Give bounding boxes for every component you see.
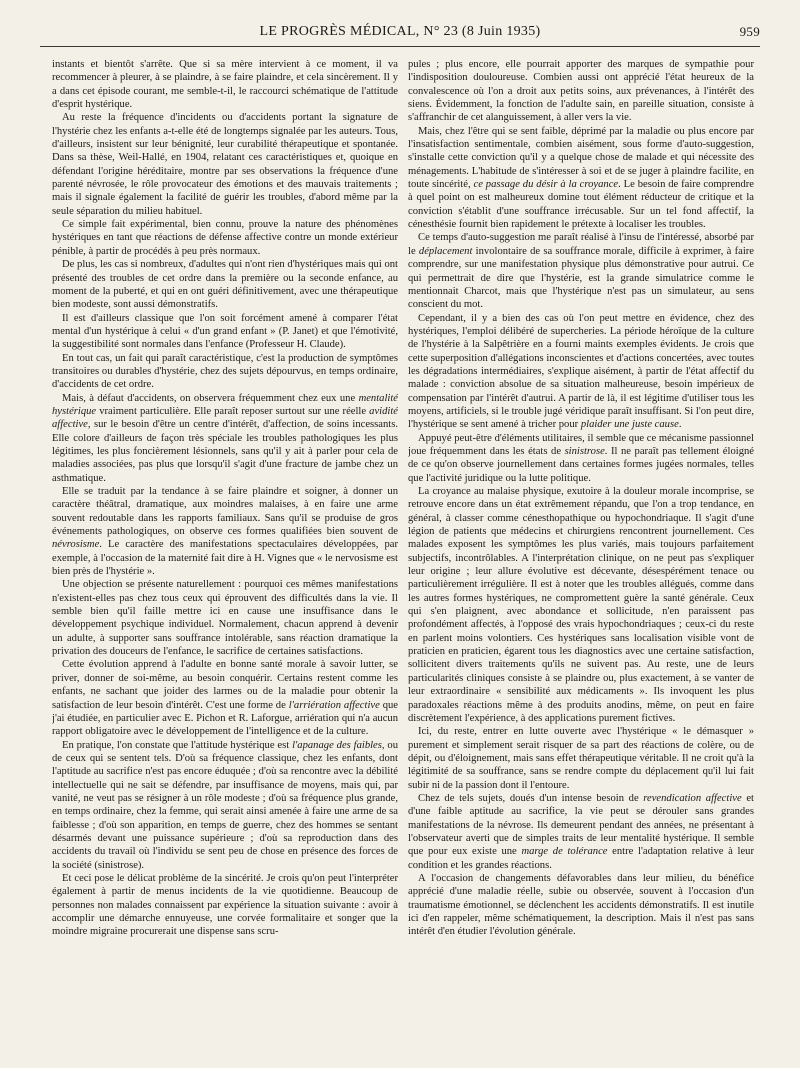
paragraph [408, 58, 754, 125]
paragraph-text: En tout cas, un fait qui paraît caractéristique, c'est la production de symptômes transitoires ou durables d'hystérie, chez des sujets dépourvus, en temps ordinaire, d'accidents de cet ordre. [52, 352, 398, 391]
paragraph-text: Appuyé peut-être d'éléments utilitaires, il semble que ce mécanisme passionnel joue fréquemment dans les états de [408, 432, 754, 457]
header-rule [40, 46, 760, 47]
paragraph-text: La croyance au malaise physique, exutoire à la douleur morale incomprise, se retrouve encore dans un état extrêmement répandu, que l'on a trop tendance, en général, à classer comme cénesthopathique ou hypochondriaque. Il s'agit d'une légion de patients que médecins et chirurgiens rencontrent journellement. Ces malades exposent les symptômes les plus variés, mais toujours parfaitement subjectifs, incontrôlables. A l'interprétation clinique, on ne peut pas s'expliquer leur origine ; leur allure évolutive est décevante, désespérément tenace ou particulièrement irrégulière. Il est à noter que les troubles allégués, comme dans les autres formes hystériques, ne compromettent guère la santé générale. Ceux qui s'en plaignent, avec abondance et sollicitude, n'en paraissent pas profondément affectés, à l'opposé des vrais hypochondriaques ; ceux-ci du reste en parlent moins volontiers. Ces hystériques sans localisation visible vont de praticien en praticien, égarent tous les diagnostics avec une certaine satisfaction, sollicitent divers traitements qu'ils ne suivent pas. Au reste, une de leurs particularités cliniques consiste à se plaindre ou, plus exactement, à se vanter de leur extraordinaire « sensibilité aux médicaments ». Ils invoquent les plus paradoxales réactions même à des produits anodins, même, on peut en faire discrètement l'expérience, à des applications purement fictives. [408, 486, 754, 724]
paragraph-text: pules ; plus encore, elle pourrait apporter des marques de sympathie pour l'indisposition douloureuse. Combien aussi ont apprécié l'état heureux de la convalescence où l'on a droit aux petits soins, aux prévenances, à l'intérêt des siens. Évidemment, la fonction de l'adulte sain, en pareille situation, consiste à s'affranchir de cet alanguissement, à aller vers la vie. [408, 59, 754, 124]
running-header [40, 20, 760, 44]
paragraph [52, 352, 398, 392]
italic-phrase: l'arriération affective [288, 699, 380, 711]
paragraph-text: . Le besoin de faire comprendre à quel point on est malheureux domine tout élément réducteur de critique et la conviction s'établit d'une souffrance irrécusable. Sur un tel fond affectif, la cénesthésie fournit bien rapidement le prétexte à localiser les troubles. [408, 179, 754, 231]
paragraph-text: vraiment particulière. Elle paraît reposer surtout sur une réelle [96, 405, 370, 417]
paragraph [52, 739, 398, 872]
paragraph [52, 218, 398, 258]
paragraph [52, 58, 398, 111]
paragraph [408, 125, 754, 232]
paragraph-text: et d'une faible aptitude au sacrifice, la vie peut se dérouler sans grandes manifestations de la névrose. Ils demeurent pendant des années, ne présentant à l'observateur averti que de simples traits de leur mentalité hystérique. Il semble que pour eux existe une [408, 792, 754, 858]
paragraph [408, 312, 754, 432]
paragraph [408, 231, 754, 311]
paragraph-text: Cependant, il y a bien des cas où l'on peut mettre en évidence, chez des hystériques, l'emploi délibéré de supercheries. La période héroïque de la culture de l'hystérie à la Salpêtrière en a fourni maints exemples évidents. Je crois que cette superposition d'allégations inconscientes et d'actions concertées, avec toutes les dégradations intermédiaires, s'explique aisément, à partir de l'état affectif du malade : conviction absolue de sa situation malheureuse, besoin impérieux de compensation par l'intérêt d'autrui. A partir de là, il est légitime d'utiliser tous les moyens, artificiels, si le trouble jugé véridique paraît insuffisant. Si l'on peut dire, l'hystérique se sent amené à tricher pour [408, 312, 754, 431]
journal-title: LE PROGRÈS MÉDICAL, N° 23 (8 Juin 1935) [259, 24, 541, 39]
paragraph-text: . Il ne paraît pas tellement éloigné de ce qu'on observe journellement dans certaines formes jugées normales, telles que l'activité juridique ou la lutte politique. [408, 445, 754, 484]
paragraph-text: . Le caractère des manifestations spectaculaires développées, par exemple, à l'occasion de la maternité fait dire à H. Vignes que « le nervosisme est bien près de l'hystérie ». [52, 539, 398, 578]
paragraph-text: , ou de ceux qui se sentent tels. D'où sa fréquence classique, chez les enfants, dont l'aptitude au sacrifice n'est pas encore éduquée ; d'où sa rencontre avec la débilité intellectuelle qui ne sait se défendre, par insuffisance de moyens, mais qui, par vanité, ne veut pas se résigner à un rôle modeste ; d'où sa fréquence plus grande, en temps ordinaire, chez la femme, qui serait ainsi amenée à faire une arme de sa faiblesse ; d'où son apparition, en temps de guerre, chez des hommes se sentant désarmés devant une puissance supérieure ; d'où sa reproduction dans des accidents du travail où l'individu se sent peu de chose en présence des forces de la société (sinistrose). [52, 739, 398, 871]
right-column [408, 58, 754, 1058]
paragraph-text: Ici, du reste, entrer en lutte ouverte avec l'hystérique « le démasquer » purement et simplement serait risquer de sa part des réactions de colère, ou de dépit, ou d'éloignement, mais sans effet thérapeutique véritable. Il ne croit qu'à la légitimité de sa souffrance, sans se rendre compte du déplacement qu'il lui fait subir ni de la passion dont il l'entoure. [408, 726, 754, 791]
paragraph [52, 392, 398, 485]
paragraph-text: Mais, chez l'être qui se sent faible, déprimé par la maladie ou plus encore par l'insatisfaction sentimentale, combien aisément, sous forme d'auto-suggestion, s'installe cette conviction qu'il y a quelque chose de malade et qui nécessite des ménagements. L'habitude de s'intéresser à soi et de se juger à plaindre facilite, en toute sincérité, [408, 125, 754, 191]
paragraph-text: Ce simple fait expérimental, bien connu, prouve la nature des phénomènes hystériques en tant que réactions de défense affective contre un monde extérieur pénible, à partir de procédés à peu près normaux. [52, 219, 398, 257]
paragraph [52, 258, 398, 311]
paragraph-text: . [678, 419, 682, 431]
paragraph [52, 111, 398, 218]
page-number: 959 [739, 24, 760, 39]
paragraph-text: Et ceci pose le délicat problème de la sincérité. Je crois qu'on peut l'interpréter également à partir de menus incidents de la vie quotidienne. Beaucoup de personnes non malades connaissent par expérience la situation suivante : avoir à accomplir une démarche ennuyeuse, une corvée formalitaire et songer que la moindre migraine procurerait une dispense sans scru- [52, 872, 398, 938]
paragraph-text: Ce temps d'auto-suggestion me paraît réalisé à l'insu de l'intéressé, absorbé par le [408, 232, 754, 257]
italic-phrase: déplacement [418, 245, 473, 257]
paragraph [52, 578, 398, 658]
italic-phrase: plaider une juste cause [580, 419, 679, 431]
paragraph-text: Chez de tels sujets, doués d'un intense besoin de [418, 792, 644, 804]
paragraph [408, 792, 754, 872]
paragraph-text: A l'occasion de changements défavorables dans leur milieu, du bénéfice apprécié d'une maladie réelle, subie ou observée, souvent à l'occasion d'un traumatisme émotionnel, se déclenchent les accidents démonstratifs. Il est inutile ici d'en rappeler, même schématiquement, la description. Mais il n'est pas sans intérêt d'en étudier l'évolution générale. [408, 872, 754, 938]
paragraph-text: De plus, les cas si nombreux, d'adultes qui n'ont rien d'hystériques mais qui ont présenté des troubles de cet ordre dans la première ou la seconde enfance, au moment de la puberté, et qui en ont guéri définitivement, avec une thérapeutique bien modeste, sont aussi démonstratifs. [52, 259, 398, 311]
paragraph [52, 312, 398, 352]
paragraph [52, 872, 398, 939]
paragraph [408, 432, 754, 485]
paragraph-text: En pratique, l'on constate que l'attitude hystérique est [62, 739, 293, 751]
italic-phrase: mentalité hystérique [52, 392, 398, 417]
paragraph-text: instants et bientôt s'arrête. Que si sa mère intervient à ce moment, il va recommencer à pleurer, à se plaindre, à se faire plaindre, et cela sincèrement. Il y a dans cet épisode courant, me semble-t-il, le raccourci schématique de l'attitude d'esprit hystérique. [52, 59, 398, 111]
paragraph-text: Cette évolution apprend à l'adulte en bonne santé morale à savoir lutter, se priver, donner de soi-même, au besoin conquérir. Certains restent comme les enfants, ne sachant que joider des larmes ou de la maladie pour obtenir la satisfaction de leur besoin d'intérêt. C'est une forme de [52, 659, 398, 711]
paragraph-text: entre l'adaptation relative à leur condition et les grandes réactions. [408, 846, 754, 871]
paragraph-text: Elle se traduit par la tendance à se faire plaindre et soigner, à donner un caractère théâtral, dramatique, aux moindres malaises, à en faire une arme souvent redoutable dans les rapports familiaux. Sans qu'il se produise de gros événements pathologiques, on observe ces formes qualifiées bien souvent de [52, 486, 398, 538]
italic-phrase: avidité affective [52, 405, 398, 431]
paragraph [408, 872, 754, 939]
paragraph-text: Il est d'ailleurs classique que l'on soit forcément amené à comparer l'état mental d'un hystérique à celui « d'un grand enfant » (P. Janet) et que l'émotivité, la suggestibilité sont normales dans l'enfance (Professeur H. Claude). [52, 312, 398, 351]
paragraph [408, 725, 754, 792]
italic-phrase: névrosisme [52, 539, 100, 551]
italic-phrase: sinistrose [564, 445, 605, 457]
paragraph-text: Mais, à défaut d'accidents, on observera fréquemment chez eux une [62, 392, 359, 404]
italic-phrase: ce passage du désir à la croyance [473, 179, 619, 191]
paragraph [52, 485, 398, 578]
paragraph [408, 485, 754, 725]
paragraph-text: Au reste la fréquence d'incidents ou d'accidents portant la signature de l'hystérie chez les enfants a-t-elle été de longtemps signalée par les auteurs. Tous, d'ailleurs, insistent sur leur bénignité, leur curabilité thérapeutique et spontanée. Dans sa thèse, Weil-Hallé, en 1904, relatant ces caractéristiques et, quoique en défendant l'origine héréditaire, montre par ses observations la fréquence d'une parenté névrosée, le rôle provocateur des émotions et des mauvais traitements ; mais il signale également la facilité de guérir les troubles, d'abord même par la seule séparation du milieu habituel. [52, 112, 398, 217]
italic-phrase: revendication affective [643, 792, 742, 804]
paragraph-text: involontaire de sa souffrance morale, difficile à exprimer, à faire comprendre, sur une manifestation physique plus démonstrative pour autrui. Ce qui permettrait de dire que l'hystérie, est la grande simulatrice comme le mentionnait Charcot, mais que l'hystérique n'est pas un simulateur, au sens conscient du mot. [408, 245, 754, 311]
paragraph-text: Une objection se présente naturellement : pourquoi ces mêmes manifestations n'existent-elles pas chez tous ceux qui éprouvent des difficultés dans la vie. Il semble bien qu'il faille mettre ici en cause une insuffisance dans le développement psychique individuel. Normalement, chacun apprend à devenir un adulte, à supporter sans souffrance intolérable, sans réaction dramatique la privation des douceurs de l'enfance, le sacrifice de certaines satisfactions. [52, 579, 398, 658]
paragraph-text: que j'ai étudiée, en particulier avec E. Pichon et R. Laforgue, arriération qui n'a aucun rapport obligatoire avec le développement de l'intelligence et de la culture. [52, 699, 398, 738]
paragraph [52, 658, 398, 738]
italic-phrase: marge de tolérance [521, 846, 608, 858]
italic-phrase: l'apanage des faibles [292, 739, 382, 751]
paragraph-text: , sur le besoin d'être un centre d'intérêt, d'affection, de soins incessants. Elle colore d'ailleurs de façon très spéciale les troubles pathologiques les plus légitimes, les plus foncièrement lésionnels, sans qu'il y ait à parler pour cela de maladies associées, pas plus que lorsqu'il s'agit d'une fracture de jambe chez un asthmatique. [52, 419, 398, 484]
left-column [52, 58, 398, 1058]
